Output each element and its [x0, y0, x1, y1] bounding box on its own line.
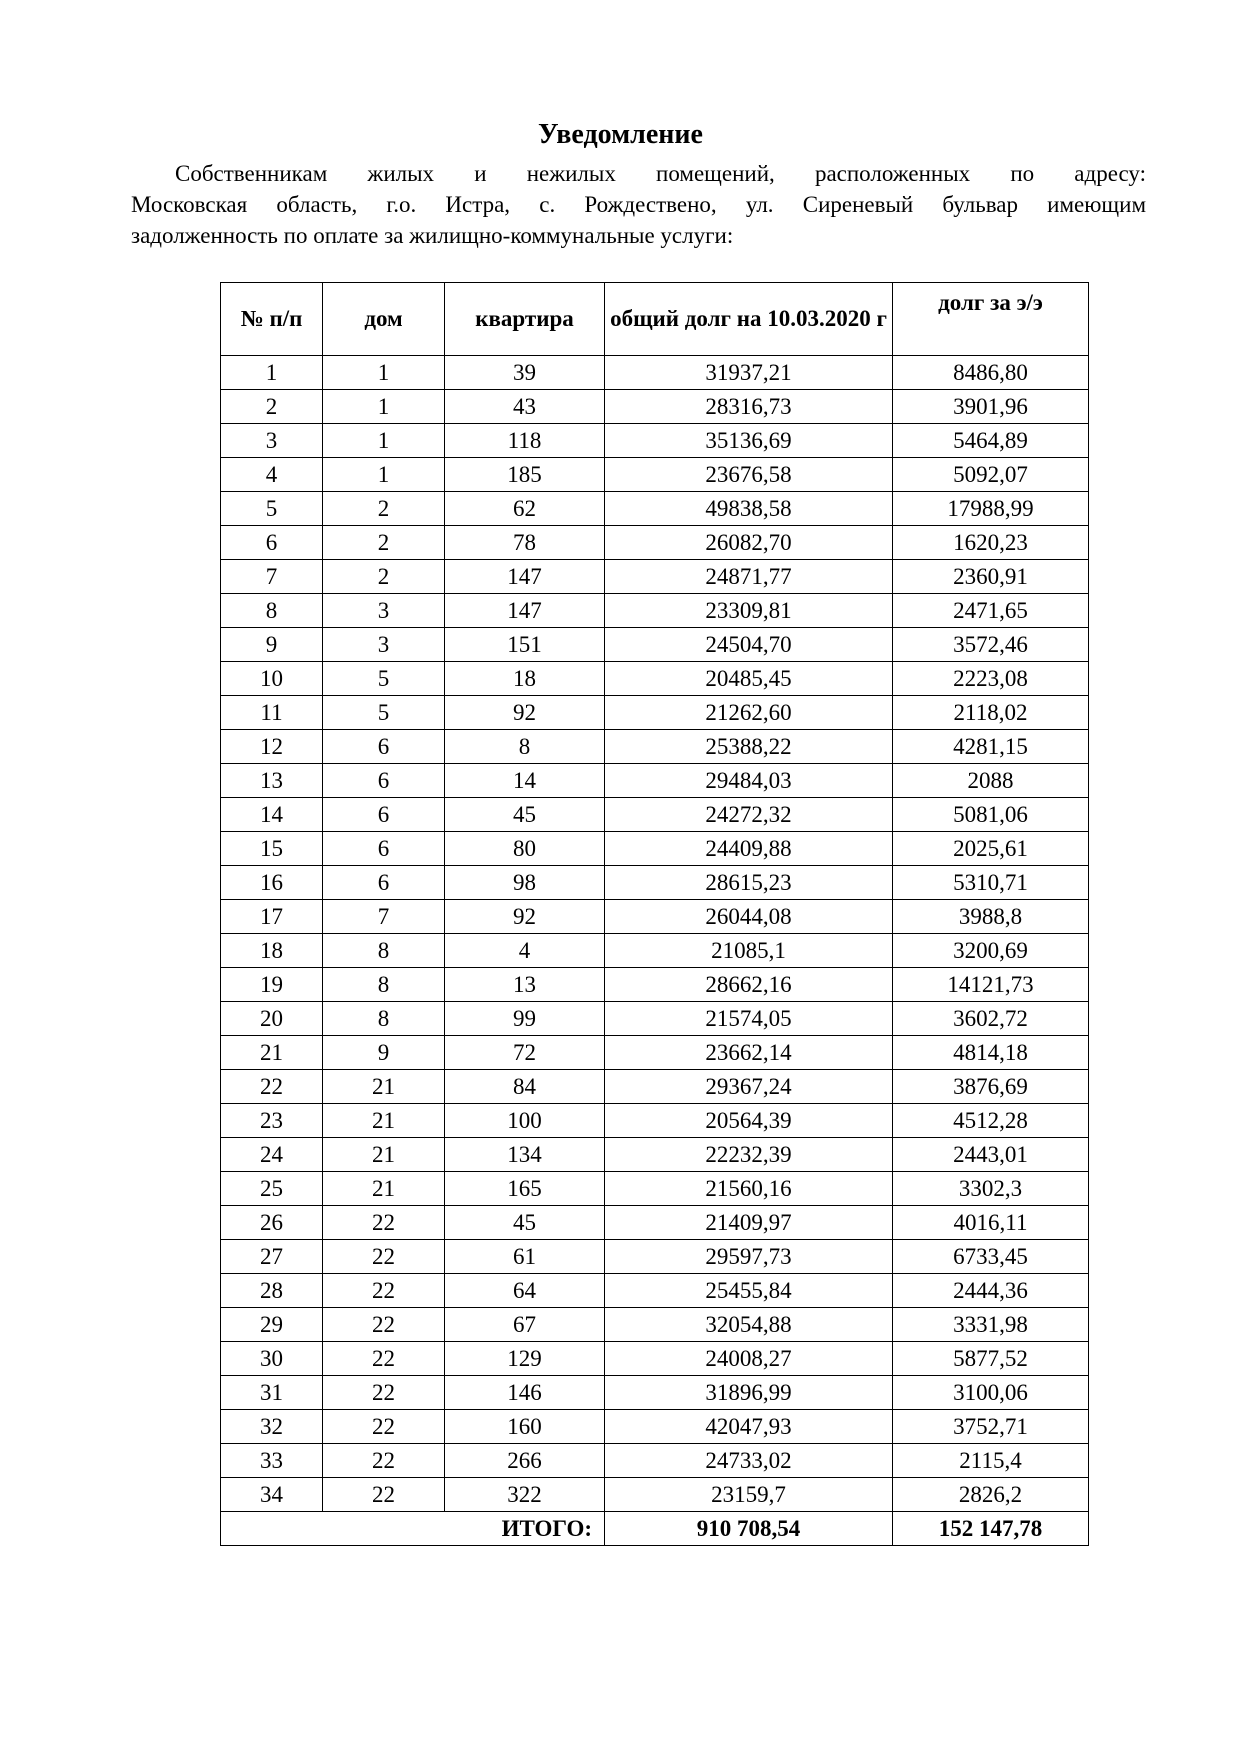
table-row	[221, 900, 1089, 934]
row-number: 11	[221, 696, 323, 730]
house-number: 22	[323, 1342, 445, 1376]
header-house: дом	[323, 283, 445, 356]
apartment-number: 14	[445, 764, 605, 798]
electric-debt: 3100,06	[893, 1376, 1089, 1410]
total-debt: 28615,23	[605, 866, 893, 900]
table-row	[221, 696, 1089, 730]
house-number: 2	[323, 492, 445, 526]
table-row	[221, 390, 1089, 424]
house-number: 22	[323, 1240, 445, 1274]
table-row	[221, 1104, 1089, 1138]
house-number: 22	[323, 1410, 445, 1444]
total-debt: 23309,81	[605, 594, 893, 628]
total-debt: 35136,69	[605, 424, 893, 458]
total-debt: 21262,60	[605, 696, 893, 730]
total-debt: 31896,99	[605, 1376, 893, 1410]
table-row	[221, 662, 1089, 696]
row-number: 7	[221, 560, 323, 594]
house-number: 21	[323, 1138, 445, 1172]
total-debt: 24409,88	[605, 832, 893, 866]
row-number: 10	[221, 662, 323, 696]
electric-debt: 2826,2	[893, 1478, 1089, 1512]
house-number: 8	[323, 1002, 445, 1036]
apartment-number: 185	[445, 458, 605, 492]
table-row	[221, 1308, 1089, 1342]
table-row	[221, 1274, 1089, 1308]
apartment-number: 129	[445, 1342, 605, 1376]
electric-debt: 1620,23	[893, 526, 1089, 560]
apartment-number: 61	[445, 1240, 605, 1274]
apartment-number: 160	[445, 1410, 605, 1444]
row-number: 21	[221, 1036, 323, 1070]
house-number: 6	[323, 832, 445, 866]
row-number: 26	[221, 1206, 323, 1240]
table-row	[221, 1138, 1089, 1172]
electric-debt: 2115,4	[893, 1444, 1089, 1478]
total-debt: 25388,22	[605, 730, 893, 764]
table-row	[221, 1410, 1089, 1444]
electric-debt: 5877,52	[893, 1342, 1089, 1376]
header-electric-debt: долг за э/э	[893, 283, 1089, 356]
electric-debt: 5310,71	[893, 866, 1089, 900]
electric-debt: 2088	[893, 764, 1089, 798]
electric-debt: 2471,65	[893, 594, 1089, 628]
total-debt: 42047,93	[605, 1410, 893, 1444]
house-number: 6	[323, 866, 445, 900]
row-number: 22	[221, 1070, 323, 1104]
table-row	[221, 560, 1089, 594]
apartment-number: 64	[445, 1274, 605, 1308]
row-number: 20	[221, 1002, 323, 1036]
total-debt: 24272,32	[605, 798, 893, 832]
electric-debt: 3901,96	[893, 390, 1089, 424]
house-number: 1	[323, 424, 445, 458]
total-debt: 23159,7	[605, 1478, 893, 1512]
apartment-number: 146	[445, 1376, 605, 1410]
house-number: 5	[323, 696, 445, 730]
electric-debt: 2118,02	[893, 696, 1089, 730]
house-number: 22	[323, 1274, 445, 1308]
apartment-number: 45	[445, 1206, 605, 1240]
total-debt: 31937,21	[605, 356, 893, 390]
electric-debt: 5092,07	[893, 458, 1089, 492]
electric-debt: 3302,3	[893, 1172, 1089, 1206]
total-label: ИТОГО:	[221, 1512, 605, 1546]
electric-debt: 14121,73	[893, 968, 1089, 1002]
table-row	[221, 1002, 1089, 1036]
notice-title: Уведомление	[538, 119, 703, 150]
total-electric-sum: 152 147,78	[893, 1512, 1089, 1546]
total-debt: 24733,02	[605, 1444, 893, 1478]
electric-debt: 4512,28	[893, 1104, 1089, 1138]
row-number: 4	[221, 458, 323, 492]
apartment-number: 151	[445, 628, 605, 662]
row-number: 5	[221, 492, 323, 526]
total-debt: 49838,58	[605, 492, 893, 526]
total-debt: 21085,1	[605, 934, 893, 968]
electric-debt: 3602,72	[893, 1002, 1089, 1036]
electric-debt: 5464,89	[893, 424, 1089, 458]
electric-debt: 17988,99	[893, 492, 1089, 526]
row-number: 1	[221, 356, 323, 390]
house-number: 22	[323, 1478, 445, 1512]
total-debt: 21409,97	[605, 1206, 893, 1240]
electric-debt: 5081,06	[893, 798, 1089, 832]
table-row	[221, 832, 1089, 866]
row-number: 13	[221, 764, 323, 798]
electric-debt: 3988,8	[893, 900, 1089, 934]
total-debt: 28662,16	[605, 968, 893, 1002]
row-number: 8	[221, 594, 323, 628]
row-number: 14	[221, 798, 323, 832]
electric-debt: 2223,08	[893, 662, 1089, 696]
row-number: 3	[221, 424, 323, 458]
house-number: 21	[323, 1070, 445, 1104]
house-number: 3	[323, 594, 445, 628]
total-debt: 26082,70	[605, 526, 893, 560]
table-row	[221, 1172, 1089, 1206]
house-number: 2	[323, 560, 445, 594]
header-apartment: квартира	[445, 283, 605, 356]
row-number: 32	[221, 1410, 323, 1444]
row-number: 34	[221, 1478, 323, 1512]
apartment-number: 8	[445, 730, 605, 764]
debt-table	[220, 282, 1089, 1546]
table-row	[221, 1070, 1089, 1104]
total-debt: 29597,73	[605, 1240, 893, 1274]
row-number: 18	[221, 934, 323, 968]
total-debt: 24504,70	[605, 628, 893, 662]
apartment-number: 72	[445, 1036, 605, 1070]
total-debt: 32054,88	[605, 1308, 893, 1342]
total-debt: 22232,39	[605, 1138, 893, 1172]
row-number: 27	[221, 1240, 323, 1274]
apartment-number: 4	[445, 934, 605, 968]
house-number: 8	[323, 934, 445, 968]
apartment-number: 165	[445, 1172, 605, 1206]
table-row	[221, 526, 1089, 560]
apartment-number: 80	[445, 832, 605, 866]
electric-debt: 2443,01	[893, 1138, 1089, 1172]
row-number: 31	[221, 1376, 323, 1410]
electric-debt: 4281,15	[893, 730, 1089, 764]
table-row	[221, 1206, 1089, 1240]
house-number: 5	[323, 662, 445, 696]
table-row	[221, 1444, 1089, 1478]
total-debt: 26044,08	[605, 900, 893, 934]
row-number: 23	[221, 1104, 323, 1138]
total-debt: 20485,45	[605, 662, 893, 696]
row-number: 17	[221, 900, 323, 934]
electric-debt: 3876,69	[893, 1070, 1089, 1104]
apartment-number: 18	[445, 662, 605, 696]
apartment-number: 98	[445, 866, 605, 900]
apartment-number: 62	[445, 492, 605, 526]
house-number: 7	[323, 900, 445, 934]
house-number: 22	[323, 1308, 445, 1342]
table-row	[221, 1240, 1089, 1274]
apartment-number: 78	[445, 526, 605, 560]
total-debt: 21560,16	[605, 1172, 893, 1206]
row-number: 15	[221, 832, 323, 866]
total-debt: 29367,24	[605, 1070, 893, 1104]
house-number: 1	[323, 458, 445, 492]
apartment-number: 100	[445, 1104, 605, 1138]
apartment-number: 92	[445, 900, 605, 934]
electric-debt: 8486,80	[893, 356, 1089, 390]
table-row	[221, 594, 1089, 628]
row-number: 33	[221, 1444, 323, 1478]
total-debt: 23662,14	[605, 1036, 893, 1070]
house-number: 21	[323, 1104, 445, 1138]
row-number: 9	[221, 628, 323, 662]
table-row	[221, 1376, 1089, 1410]
table-row	[221, 424, 1089, 458]
header-num: № п/п	[221, 283, 323, 356]
total-debt: 24008,27	[605, 1342, 893, 1376]
table-row	[221, 866, 1089, 900]
house-number: 2	[323, 526, 445, 560]
apartment-number: 266	[445, 1444, 605, 1478]
table-row	[221, 764, 1089, 798]
electric-debt: 2360,91	[893, 560, 1089, 594]
table-row	[221, 492, 1089, 526]
intro-line-1: Собственникам жилых и нежилых помещений, расположенных по адресу:	[175, 161, 1146, 186]
apartment-number: 84	[445, 1070, 605, 1104]
electric-debt: 4814,18	[893, 1036, 1089, 1070]
total-debt: 25455,84	[605, 1274, 893, 1308]
table-row	[221, 798, 1089, 832]
electric-debt: 6733,45	[893, 1240, 1089, 1274]
table-row	[221, 1036, 1089, 1070]
apartment-number: 147	[445, 594, 605, 628]
electric-debt: 2444,36	[893, 1274, 1089, 1308]
table-row	[221, 968, 1089, 1002]
apartment-number: 13	[445, 968, 605, 1002]
house-number: 1	[323, 390, 445, 424]
apartment-number: 134	[445, 1138, 605, 1172]
electric-debt: 3331,98	[893, 1308, 1089, 1342]
intro-line-2: Московская область, г.о. Истра, с. Рождествено, ул. Сиреневый бульвар имеющим	[131, 192, 1146, 217]
house-number: 22	[323, 1206, 445, 1240]
electric-debt: 3572,46	[893, 628, 1089, 662]
row-number: 30	[221, 1342, 323, 1376]
header-total-debt: общий долг на 10.03.2020 г	[605, 283, 893, 356]
apartment-number: 322	[445, 1478, 605, 1512]
table-row	[221, 1342, 1089, 1376]
electric-debt: 3752,71	[893, 1410, 1089, 1444]
electric-debt: 3200,69	[893, 934, 1089, 968]
total-debt: 20564,39	[605, 1104, 893, 1138]
house-number: 6	[323, 764, 445, 798]
table-row	[221, 356, 1089, 390]
total-debt: 28316,73	[605, 390, 893, 424]
table-row	[221, 458, 1089, 492]
apartment-number: 147	[445, 560, 605, 594]
house-number: 6	[323, 730, 445, 764]
row-number: 24	[221, 1138, 323, 1172]
intro-line-3: задолженность по оплате за жилищно-коммунальные услуги:	[131, 223, 734, 248]
total-debt: 23676,58	[605, 458, 893, 492]
table-row	[221, 934, 1089, 968]
total-debt-sum: 910 708,54	[605, 1512, 893, 1546]
total-debt: 24871,77	[605, 560, 893, 594]
table-row	[221, 730, 1089, 764]
table-total-row	[221, 1512, 1089, 1546]
house-number: 22	[323, 1376, 445, 1410]
house-number: 6	[323, 798, 445, 832]
house-number: 8	[323, 968, 445, 1002]
row-number: 19	[221, 968, 323, 1002]
table-header-row	[221, 283, 1089, 356]
table-row	[221, 1478, 1089, 1512]
apartment-number: 118	[445, 424, 605, 458]
table-body	[221, 356, 1089, 1512]
house-number: 3	[323, 628, 445, 662]
house-number: 22	[323, 1444, 445, 1478]
row-number: 29	[221, 1308, 323, 1342]
house-number: 21	[323, 1172, 445, 1206]
house-number: 1	[323, 356, 445, 390]
apartment-number: 67	[445, 1308, 605, 1342]
apartment-number: 92	[445, 696, 605, 730]
house-number: 9	[323, 1036, 445, 1070]
total-debt: 21574,05	[605, 1002, 893, 1036]
total-debt: 29484,03	[605, 764, 893, 798]
row-number: 12	[221, 730, 323, 764]
row-number: 2	[221, 390, 323, 424]
row-number: 6	[221, 526, 323, 560]
electric-debt: 4016,11	[893, 1206, 1089, 1240]
row-number: 16	[221, 866, 323, 900]
apartment-number: 43	[445, 390, 605, 424]
apartment-number: 99	[445, 1002, 605, 1036]
row-number: 25	[221, 1172, 323, 1206]
electric-debt: 2025,61	[893, 832, 1089, 866]
apartment-number: 39	[445, 356, 605, 390]
table-row	[221, 628, 1089, 662]
row-number: 28	[221, 1274, 323, 1308]
intro-paragraph	[131, 158, 1146, 251]
apartment-number: 45	[445, 798, 605, 832]
